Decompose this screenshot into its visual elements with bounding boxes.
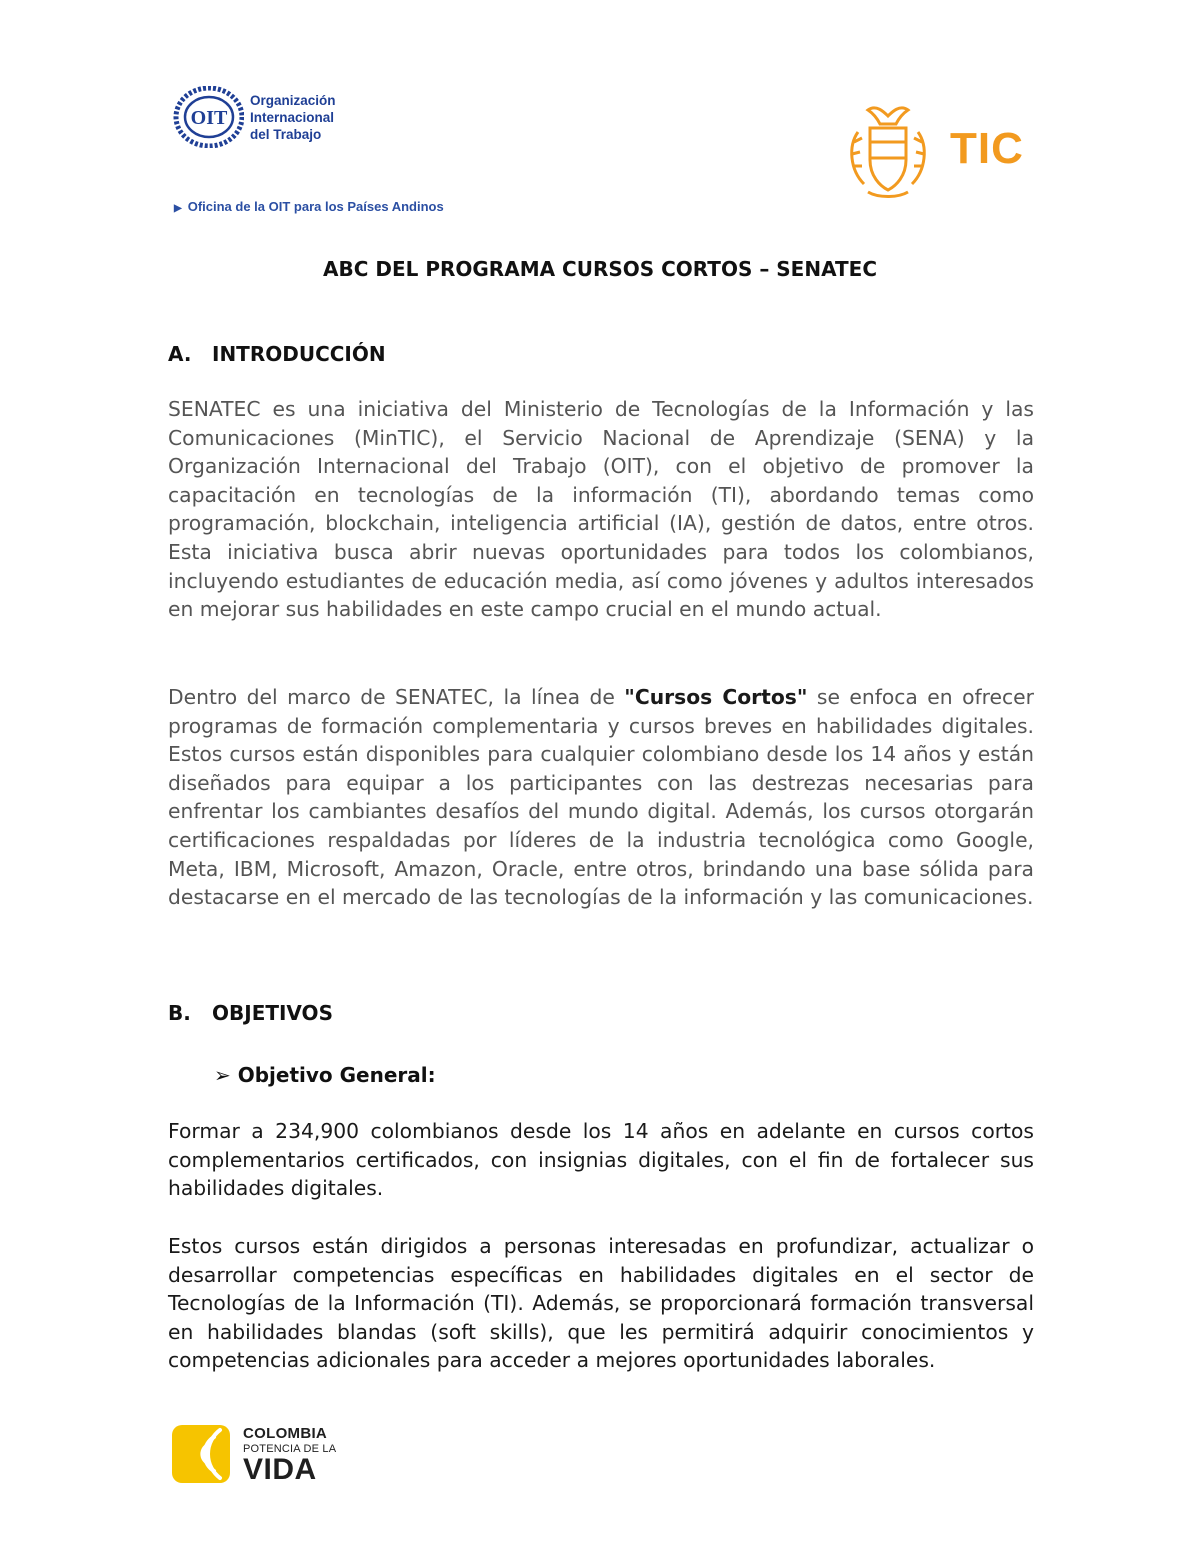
objective-paragraph-1: Formar a 234,900 colombianos desde los 14 años en adelante en cursos cortos complementarios certificados, con insignias digitales, con el fin de fortalecer sus habilidades digitales. xyxy=(168,1119,1034,1201)
intro-p2-before: Dentro del marco de SENATEC, la línea de xyxy=(168,685,625,709)
colombia-line1: COLOMBIA xyxy=(243,1425,328,1442)
intro-paragraph-1: SENATEC es una iniciativa del Ministerio de Tecnologías de la Información y las Comunicaciones (MinTIC), el Servicio Nacional de Aprendizaje (SENA) y la Organización Internacional del Trabajo (OIT), con el objetivo de promover la capacitación en tecnologías de la información (TI), abordando temas como programación, blockchain, inteligencia artificial (IA), gestión de datos, entre otros. Esta iniciativa busca abrir nuevas oportunidades para todos los colombianos, incluyendo estudiantes de educación media, así como jóvenes y adultos interesados en mejorar sus habilidades en este campo crucial en el mundo actual. xyxy=(168,397,1034,622)
objective-general-label: Objetivo General: xyxy=(237,1063,436,1087)
arrow-bullet-icon: ➢ xyxy=(214,1063,231,1087)
section-b-title: OBJETIVOS xyxy=(212,1001,333,1025)
document-title: ABC DEL PROGRAMA CURSOS CORTOS – SENATEC xyxy=(323,257,877,281)
oit-name xyxy=(250,92,336,143)
oit-name-line3: del Trabajo xyxy=(250,127,322,142)
objective-paragraph-2: Estos cursos están dirigidos a personas interesadas en profundizar, actualizar o desarrollar competencias específicas en habilidades digitales en el sector de Tecnologías de la Información (TI). Además, se proporcionará formación transversal en habilidades blandas (soft skills), que les permitirá adquirir conocimientos y competencias adicionales para acceder a mejores oportunidades laborales. xyxy=(168,1234,1034,1373)
oit-seal-text: OIT xyxy=(190,107,228,129)
oit-office-text: Oficina de la OIT para los Países Andinos xyxy=(187,199,444,214)
section-a-title: INTRODUCCIÓN xyxy=(212,342,386,366)
objective-general-heading xyxy=(214,1063,436,1087)
section-a-letter: A. xyxy=(168,342,192,366)
colombia-line3: VIDA xyxy=(243,1453,317,1486)
intro-p2-bold: "Cursos Cortos" xyxy=(624,685,808,709)
oit-office-label xyxy=(174,199,444,214)
section-a-heading xyxy=(168,342,386,366)
colombia-line2: POTENCIA DE LA xyxy=(243,1443,337,1455)
colombia-logo-text xyxy=(243,1425,336,1485)
triangle-bullet-icon: ▶ xyxy=(174,203,182,214)
tic-logo-text: TIC xyxy=(950,124,1024,173)
oit-name-line2: Internacional xyxy=(250,110,335,125)
oit-name-line1: Organización xyxy=(250,93,336,108)
oit-seal-icon xyxy=(172,86,244,148)
intro-p2-after: se enfoca en ofrecer programas de formación complementaria y cursos breves en habilidades digitales. Estos cursos están disponibles para cualquier colombiano desde los 14 años y están diseñados para equipar a los participantes con las destrezas necesarias para enfrentar los cambiantes desafíos del mundo digital. Además, los cursos otorgarán certificaciones respaldadas por líderes de la industria tecnológica como Google, Meta, IBM, Microsoft, Amazon, Oracle, entre otros, brindando una base sólida para destacarse en el mercado de las tecnologías de la información y las comunicaciones. xyxy=(168,685,1034,910)
colombia-signal-icon xyxy=(170,1423,232,1485)
section-b-heading xyxy=(168,1001,333,1025)
intro-paragraph-2 xyxy=(168,683,1034,912)
colombia-coat-of-arms-icon xyxy=(838,102,938,202)
section-b-letter: B. xyxy=(168,1001,191,1025)
